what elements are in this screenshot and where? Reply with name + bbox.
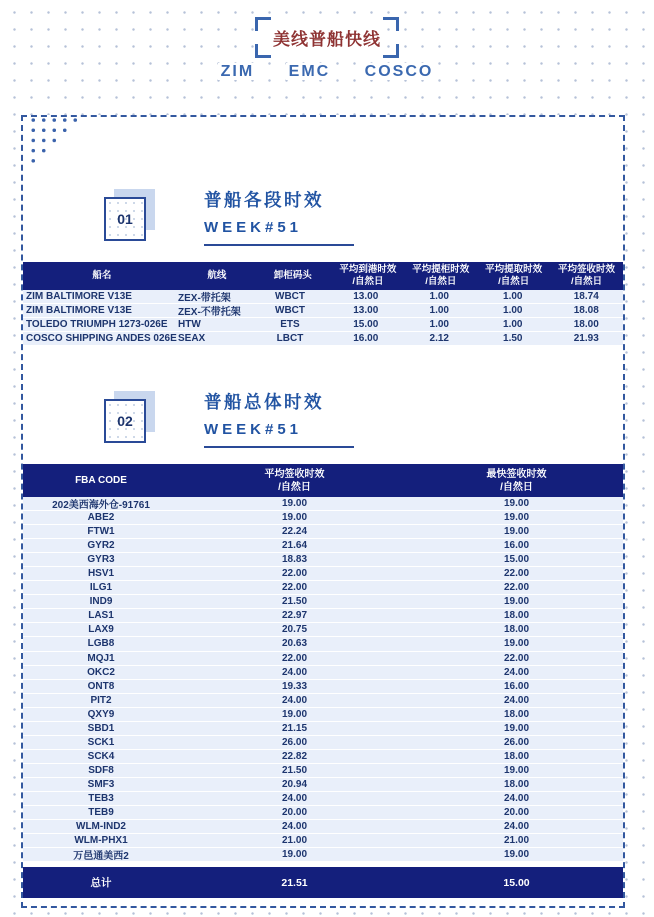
table-cell: TEB9 — [88, 807, 114, 819]
table-cell: QXY9 — [87, 708, 115, 720]
table-cell: 13.00 — [353, 305, 379, 316]
table-cell: GYR3 — [87, 554, 115, 566]
table-cell: 22.00 — [281, 568, 308, 580]
column-header: 平均提柜时效 /自然日 — [412, 263, 470, 287]
table-row — [23, 652, 623, 666]
bracket-corner-bottom-right-icon — [383, 44, 399, 58]
table-cell: 19.00 — [281, 849, 308, 861]
table-cell: 24.00 — [503, 666, 530, 678]
table-cell: 19.00 — [503, 764, 530, 776]
table-cell: 1.50 — [503, 333, 523, 344]
table-cell: SBD1 — [87, 722, 115, 734]
table-row — [23, 680, 623, 694]
table-cell: LBCT — [276, 333, 304, 344]
table-cell: 24.00 — [503, 694, 530, 706]
total-cell: 总计 — [90, 877, 112, 890]
table-row — [23, 553, 623, 567]
title-underline — [204, 244, 354, 246]
column-header: 平均签收时效 /自然日 — [264, 468, 325, 493]
table-cell: 18.00 — [503, 624, 530, 636]
table-cell: 22.97 — [281, 610, 308, 622]
table-cell: ZIM BALTIMORE V13E — [26, 291, 132, 302]
overall-table-header-row — [23, 464, 623, 497]
table-row — [23, 736, 623, 750]
table-cell: 19.00 — [503, 526, 530, 538]
table-cell: 18.00 — [503, 750, 530, 762]
table-row — [23, 511, 623, 525]
table-row — [23, 792, 623, 806]
column-header: 平均到港时效 /自然日 — [339, 263, 397, 287]
column-header: 最快签收时效 /自然日 — [486, 468, 547, 493]
table-cell: 22.24 — [281, 526, 308, 538]
table-row — [23, 567, 623, 581]
title-bracket-box — [255, 17, 399, 58]
table-cell: ONT8 — [87, 680, 115, 692]
table-cell: 19.33 — [281, 680, 308, 692]
bracket-corner-top-right-icon — [383, 17, 399, 31]
table-row — [23, 666, 623, 680]
table-row — [23, 581, 623, 595]
table-row — [23, 834, 623, 848]
table-cell: LAX9 — [88, 624, 114, 636]
table-row — [23, 318, 623, 332]
table-cell: 22.00 — [281, 582, 308, 594]
table-cell: 20.75 — [281, 624, 308, 636]
table-cell: 18.83 — [281, 554, 308, 566]
table-cell: 24.00 — [281, 694, 308, 706]
table-cell: 26.00 — [503, 736, 530, 748]
content-panel — [21, 115, 625, 908]
bracket-corner-bottom-left-icon — [255, 44, 271, 58]
section-number-badge — [104, 197, 146, 241]
table-cell: OKC2 — [87, 666, 115, 678]
table-cell: 24.00 — [281, 666, 308, 678]
table-cell: 1.00 — [503, 319, 523, 330]
table-cell: IND9 — [89, 596, 113, 608]
table-cell: 万邑通美西2 — [73, 851, 129, 863]
carrier-zim: ZIM — [218, 63, 258, 80]
table-cell: 19.00 — [503, 498, 530, 510]
table-cell: 21.64 — [281, 540, 308, 552]
table-row — [23, 708, 623, 722]
table-cell: WBCT — [275, 305, 305, 316]
table-cell: 22.00 — [503, 582, 530, 594]
carrier-emc: EMC — [286, 63, 334, 80]
table-cell: 1.00 — [429, 319, 449, 330]
table-cell: 1.00 — [429, 291, 449, 302]
table-cell: 15.00 — [503, 554, 530, 566]
table-row — [23, 694, 623, 708]
table-cell: 19.00 — [503, 722, 530, 734]
table-cell: MQJ1 — [87, 652, 115, 664]
table-cell: 21.50 — [281, 764, 308, 776]
table-cell: 19.00 — [281, 708, 308, 720]
table-row — [23, 722, 623, 736]
table-row — [23, 764, 623, 778]
segment-table-header-row — [23, 262, 623, 290]
table-cell: 20.00 — [503, 807, 530, 819]
overall-times-table — [23, 464, 623, 898]
section-number: 02 — [117, 413, 133, 429]
table-cell: 13.00 — [353, 291, 379, 302]
column-header: 船名 — [92, 269, 112, 281]
overall-table-body — [23, 497, 623, 862]
table-row — [23, 750, 623, 764]
table-row — [23, 595, 623, 609]
table-cell: 24.00 — [281, 793, 308, 804]
table-cell: 21.93 — [573, 333, 599, 344]
table-cell: 18.00 — [503, 708, 530, 720]
table-row — [23, 609, 623, 623]
table-row — [23, 290, 623, 304]
table-cell: 24.00 — [281, 821, 308, 833]
column-header: 平均提取时效 /自然日 — [485, 263, 543, 287]
table-cell: SCK4 — [87, 750, 115, 762]
table-cell: ZEX-不带托架 — [178, 307, 241, 318]
table-cell: 19.00 — [503, 596, 530, 608]
table-cell: ZEX-带托架 — [178, 293, 231, 304]
segment-times-table — [23, 262, 623, 346]
total-cell: 21.51 — [281, 876, 308, 889]
table-cell: 18.00 — [573, 319, 599, 330]
table-cell: 1.00 — [503, 305, 523, 316]
table-row — [23, 820, 623, 834]
table-cell: 20.00 — [281, 807, 308, 819]
table-cell: 16.00 — [503, 540, 530, 552]
table-cell: 22.00 — [503, 652, 530, 664]
column-header: FBA CODE — [75, 475, 127, 486]
table-cell: WBCT — [275, 291, 305, 302]
table-cell: 22.82 — [281, 750, 308, 762]
table-cell: 18.00 — [503, 610, 530, 622]
table-cell: 20.94 — [281, 778, 308, 790]
section-week: WEEK#51 — [204, 219, 303, 236]
section-week: WEEK#51 — [204, 421, 303, 438]
table-cell: ETS — [280, 319, 300, 330]
total-row — [23, 867, 623, 898]
section-title: 普船总体时效 — [204, 392, 324, 412]
table-row — [23, 497, 623, 511]
title-underline — [204, 446, 354, 448]
table-cell: 18.74 — [573, 291, 599, 302]
table-cell: PIT2 — [90, 694, 112, 706]
table-row — [23, 623, 623, 637]
table-cell: ABE2 — [87, 512, 115, 524]
table-cell: 16.00 — [353, 333, 379, 344]
table-row — [23, 539, 623, 553]
table-cell: HSV1 — [87, 568, 115, 580]
table-cell: 1.00 — [429, 305, 449, 316]
table-cell: ZIM BALTIMORE V13E — [26, 305, 132, 316]
table-cell: 21.50 — [281, 596, 308, 608]
bracket-corner-top-left-icon — [255, 17, 271, 31]
table-cell: COSCO SHIPPING ANDES 026E — [26, 333, 177, 344]
table-row — [23, 525, 623, 539]
carriers-line — [0, 63, 654, 81]
table-cell: LGB8 — [87, 638, 115, 650]
table-cell: HTW — [178, 319, 201, 330]
table-row — [23, 304, 623, 318]
table-cell: SDF8 — [88, 764, 114, 776]
table-cell: SCK1 — [87, 736, 115, 748]
table-cell: 19.00 — [281, 512, 308, 524]
section-title: 普船各段时效 — [204, 190, 324, 210]
table-cell: SEAX — [178, 333, 206, 344]
table-row — [23, 778, 623, 792]
table-cell: 2.12 — [429, 333, 449, 344]
table-cell: 26.00 — [281, 736, 308, 748]
table-cell: 18.08 — [573, 305, 599, 316]
table-cell: 21.00 — [503, 835, 530, 847]
table-cell: TOLEDO TRIUMPH 1273-026E — [26, 319, 168, 330]
table-cell: 20.63 — [281, 638, 308, 650]
table-cell: 22.00 — [281, 652, 308, 664]
page-title: 美线普船快线 — [267, 25, 387, 50]
table-cell: 21.00 — [281, 835, 308, 847]
table-cell: WLM-IND2 — [76, 821, 126, 833]
column-header: 卸柜码头 — [273, 269, 312, 281]
table-cell: SMF3 — [87, 778, 115, 790]
segment-table-body — [23, 290, 623, 346]
total-cell: 15.00 — [503, 876, 530, 889]
table-cell: 24.00 — [503, 821, 530, 833]
table-cell: 202美西海外仓-91761 — [52, 500, 150, 512]
page-header — [0, 0, 654, 115]
section-number: 01 — [117, 211, 133, 227]
table-cell: 19.00 — [281, 498, 308, 510]
table-cell: 19.00 — [503, 849, 530, 861]
table-row — [23, 332, 623, 346]
table-cell: FTW1 — [87, 526, 115, 538]
table-cell: 24.00 — [503, 793, 530, 804]
table-cell: 16.00 — [503, 680, 530, 692]
table-cell: 1.00 — [503, 291, 523, 302]
table-cell: 15.00 — [353, 319, 379, 330]
table-cell: GYR2 — [87, 540, 115, 552]
table-row — [23, 637, 623, 651]
table-cell: WLM-PHX1 — [74, 835, 128, 847]
column-header: 平均签收时效 /自然日 — [558, 263, 616, 287]
table-cell: 21.15 — [281, 722, 308, 734]
table-cell: TEB3 — [88, 793, 114, 804]
table-row — [23, 806, 623, 820]
table-cell: 19.00 — [503, 638, 530, 650]
table-cell: LAS1 — [88, 610, 114, 622]
table-cell: ILG1 — [89, 582, 113, 594]
table-cell: 19.00 — [503, 512, 530, 524]
table-row — [23, 848, 623, 862]
column-header: 航线 — [207, 269, 227, 281]
table-cell: 18.00 — [503, 778, 530, 790]
triangle-dots-decoration — [26, 113, 88, 173]
table-cell: 22.00 — [503, 568, 530, 580]
carrier-cosco: COSCO — [362, 63, 437, 80]
section-number-badge — [104, 399, 146, 443]
